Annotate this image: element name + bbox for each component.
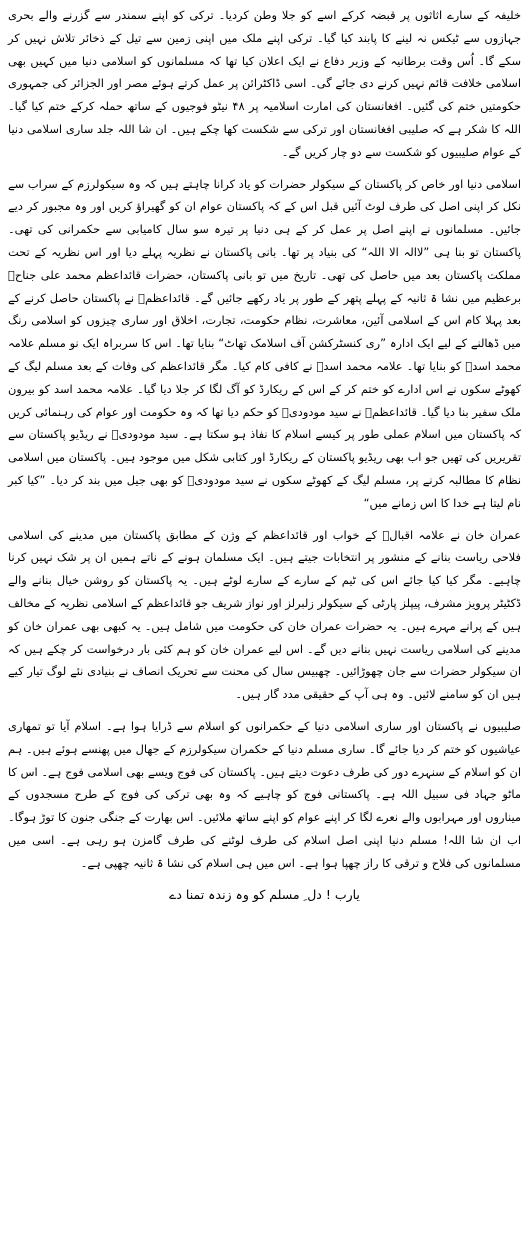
paragraph-3: عمران خان نے علامہ اقبالؒ کے خواب اور قائداعظم کے وژن کے مطابق پاکستان میں مدینے کی اسلامی فلاحی ریاست بنانے کے منشور پر انتخابات جیتے ہیں۔ ایک مسلمان ہونے کے ناتے ہمیں ان پر شک نہیں کرنا چاہیے۔ مگر کیا کیا جائے اس کی ٹیم کے سارے کے سارے لوٹے ہیں۔ یہ پاکستان کو روشن خیال بنانے والے ڈکٹیٹر پرویز مشرف، پیپلز پارٹی کے سیکولر زلبرلز اور نواز شریف جو قائداعظم کے اسلامی نظریہ کے مخالف ہیں کے پرانے مہرے ہیں۔ یہ حضرات عمران خان کی حکومت میں شامل ہیں۔ یہ کبھی بھی عمران خان کو مدینے کی اسلامی ریاست نہیں بنانے دیں گے۔ اس لیے عمران خان کو ہم کئی بار درخواست کر چکے ہیں کہ ان سیکولر حضرات سے جان چھوڑائیں۔ چھبیس سال کی محنت سے تحریک انصاف نے بنیادی نئے لوگ تیار کیے ہیں ان کو سامنے لائیں۔ وہ ہی آپ کے حقیقی مدد گار ہیں۔ xyxy=(8,527,521,702)
paragraph-1: خلیفہ کے سارے اثاثوں پر قبضہ کرکے اسے کو جلا وطن کردیا۔ ترکی کو اپنے سمندر سے گزرنے والے بحری جہازوں سے ٹیکس نہ لینے کا پابند کیا گیا۔ ترکی اپنے ملک میں اپنی زمین سے تیل کے ذخائر تلاش نہیں کر سکے گا۔ اُس وقت برطانیہ کے وزیر دفاع نے ایک اعلان کیا تھا کہ مسلمانوں کو اسلامی دنیا میں کہیں بھی اسلامی خلافت قائم نہیں کرنے دی جائے گی۔ اسی ڈاکٹرائن پر عمل کرتے ہوئے مصر اور الجزائر کی جمہوری حکومتیں ختم کی گئیں۔ افغانستان کی امارت اسلامیہ پر ۴۸ نیٹو فوجیوں کے ساتھ حملہ کرکے ختم کیا گیا۔ اللہ کا شکر ہے کہ صلیبی افغانستان اور ترکی سے شکست کھا چکے ہیں۔ ان شا اللہ جلد ساری اسلامی دنیا کے عوام صلیبیوں کو شکست سے دو چار کریں گے۔ xyxy=(8,8,521,159)
paragraph-4: صلیبیوں نے پاکستان اور ساری اسلامی دنیا کے حکمرانوں کو اسلام سے ڈرایا ہوا ہے۔ اسلام آیا تو تمھاری عیاشیوں کو ختم کر دیا جائے گا۔ ساری مسلم دنیا کے حکمران سیکولرزم کے جھال میں پھنسے ہوئے ہیں۔ ہم ان کو اسلام کے سنہرے دور کی طرف دعوت دیتے ہیں۔ پاکستان کی فوج ویسے بھی اسلامی فوج ہے۔ اس کا ماٹو جہاد فی سبیل اللہ ہے۔ پاکستانی فوج کو چاہیے کہ وہ بھی ترکی کی فوج کے طرح مسجدوں کے میناروں اور مہرابوں والے نعرے لگا کر اپنے عوام کو اپنے ساتھ ملائیں۔ اس بھارت کے جنگی جنون کا توڑ ہوگا۔ اب ان شا اللہ! مسلم دنیا اپنی اصل اسلام کی طرف لوٹنے کی طرف گامزن ہو رہی ہے۔ اسی میں مسلمانوں کی فلاح و ترقی کا راز چھپا ہوا ہے۔ اس میں ہی اسلام کی نشا ۃ ثانیہ چھپی ہے۔ xyxy=(8,718,521,870)
paragraph-2: اسلامی دنیا اور خاص کر پاکستان کے سیکولر حضرات کو یاد کرانا چاہتے ہیں کہ وہ سیکولرزم کے سراب سے نکل کر اپنی اصل کی طرف لوٹ آئیں قبل اس کے کہ پاکستان عوام ان کو گھیراؤ کریں اور وہ مجبور کر دیے جائیں۔ مسلمانوں نے اپنے اصل پر عمل کر کے ہی دنیا پر تیرہ سو سال کامیابی سے حکمرانی کی تھی۔ پاکستان تو بنا ہی ”لاالہ الا اللہ“ کی بنیاد پر تھا۔ بانی پاکستان نے نظریہ پہلے دیا اور اس نظریہ کے تحت مملکت پاکستان بعد میں حاصل کی تھی۔ تاریخ میں تو بانی پاکستان، حضرات قائداعظم محمد علی جناحؒ برعظیم میں نشا ۃ ثانیہ کے پہلے پتھر کے طور پر یاد رکھے جائیں گے۔ قائداعظمؒ نے پاکستان حاصل کرنے کے بعد پہلا کام اس کے اسلامی آئین، معاشرت، نظام حکومت، تجارت، اخلاق اور ساری چیزوں کو اسلامی رنگ میں ڈھالنے کے لیے ایک ادارہ ”ری کنسٹرکشن آف اسلامک تھاٹ“ بنایا تھا۔ اس کا سربراہ ایک نو مسلم علامہ محمد اسدؒ کو بنایا تھا۔ علامہ محمد اسدؒ نے کافی کام کیا۔ مگر قائداعظم کی وفات کے بعد مسلم لیگ کے کھوٹے سکوں نے اس ادارے کو ختم کر کے اس کے ریکارڈ کو آگ لگا کر جلا دیا گیا۔ علامہ محمد اسد کو بیرون ملک سفیر بنا دیا گیا۔ قائداعظمؒ نے سید مودودیؒ کو حکم دیا تھا کہ وہ حکومت اور عوام کی رہنمائی کریں کہ پاکستان میں اسلام عملی طور پر کیسے اسلام کا نفاذ ہو سکتا ہے۔ سید مودودیؒ نے ریڈیو پاکستان سے تقریریں کی تھیں جو اب بھی ریڈیو پاکستان کے ریکارڈ اور کتابی شکل میں موجود ہیں۔ پاکستان میں اسلامی نظام کا مطالبہ کرنے پر، مسلم لیگ کے کھوٹے سکوں نے سید مودودیؒ کو بھی جیل میں بند کر دیا۔ ”کیا کبر نام لیتا ہے خدا کا اس زمانے میں“ xyxy=(8,176,521,510)
closing-verse: یارب ! دل ِ مسلم کو وہ زندہ تمنا دے xyxy=(169,887,360,903)
